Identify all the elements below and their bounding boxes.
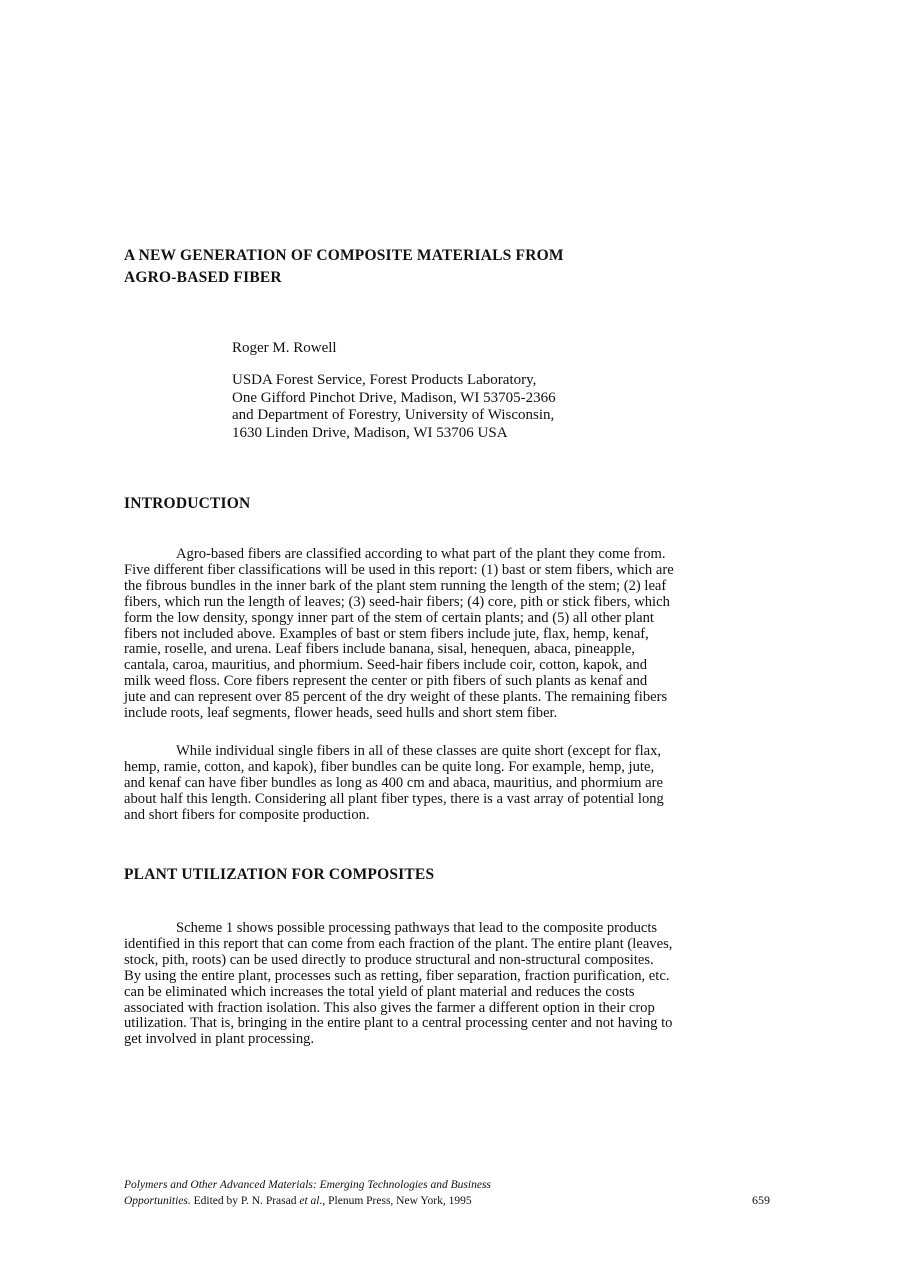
introduction-paragraph-2 [124,744,784,824]
affiliation-line: USDA Forest Service, Forest Products Laboratory, [232,372,537,388]
footer-line-2 [124,1194,491,1210]
text-line: fibers, which run the length of leaves; (3) seed-hair fibers; (4) core, pith or stick fibers, which [124,593,670,610]
book-title-part-1: Polymers and Other Advanced Materials: Emerging Technologies and Business [124,1179,491,1191]
text-line: include roots, leaf segments, flower heads, seed hulls and short stem fiber. [124,705,558,722]
plant-utilization-paragraph-1 [124,921,784,1048]
text-line: and short fibers for composite production. [124,806,370,823]
publisher: , Plenum Press, New York, 1995 [322,1194,472,1207]
paper-title [124,245,564,289]
text-line: identified in this report that can come from each fraction of the plant. The entire plant (leaves, [124,935,673,952]
book-title-part-2: Opportunities. [124,1194,191,1207]
text-line: hemp, ramie, cotton, and kapok), fiber bundles can be quite long. For example, hemp, jute, [124,758,655,775]
title-line-2: AGRO-BASED FIBER [124,269,282,286]
affiliation-line: One Gifford Pinchot Drive, Madison, WI 53705-2366 [232,389,556,406]
text-line: cantala, caroa, mauritius, and phormium. Seed-hair fibers include coir, cotton, kapok, and [124,657,647,674]
text-line: ramie, roselle, and urena. Leaf fibers include banana, sisal, henequen, abaca, pineapple, [124,641,635,658]
et-al: et al. [299,1194,323,1207]
section-heading-introduction: INTRODUCTION [124,495,251,512]
text-line: form the low density, spongy inner part of the stem of certain plants; and (5) all other plant [124,609,654,626]
text-line: can be eliminated which increases the total yield of plant material and reduces the costs [124,983,635,1000]
affiliation-line: 1630 Linden Drive, Madison, WI 53706 USA [232,424,508,441]
text-line: jute and can represent over 85 percent of the dry weight of these plants. The remaining fibers [124,689,668,706]
text-line: Scheme 1 shows possible processing pathways that lead to the composite products [176,920,658,936]
text-line: While individual single fibers in all of these classes are quite short (except for flax, [176,743,662,759]
text-line: the fibrous bundles in the inner bark of the plant stem running the length of the stem; (2) leaf [124,577,667,594]
author-affiliation [232,372,556,442]
title-line-1: A NEW GENERATION OF COMPOSITE MATERIALS FROM [124,247,564,264]
affiliation-line: and Department of Forestry, University of Wisconsin, [232,407,555,423]
text-line: fibers not included above. Examples of bast or stem fibers include jute, flax, hemp, kenaf, [124,625,649,642]
text-line: and kenaf can have fiber bundles as long as 400 cm and abaca, mauritius, and phormium are [124,774,663,791]
text-line: Agro-based fibers are classified according to what part of the plant they come from. [176,546,666,562]
text-line: get involved in plant processing. [124,1031,315,1048]
page-number: 659 [752,1193,770,1207]
publication-footer [124,1178,491,1209]
text-line: utilization. That is, bringing in the entire plant to a central processing center and not having to [124,1015,673,1032]
text-line: stock, pith, roots) can be used directly to produce structural and non-structural composites. [124,951,654,968]
text-line: milk weed floss. Core fibers represent the center or pith fibers of such plants as kenaf and [124,673,648,690]
text-line: Five different fiber classifications will be used in this report: (1) bast or stem fibers, which are [124,561,674,578]
footer-line-1 [124,1178,491,1194]
author-name: Roger M. Rowell [232,340,337,356]
introduction-paragraph-1 [124,547,784,722]
text-line: associated with fraction isolation. This also gives the farmer a different option in their crop [124,999,655,1016]
text-line: about half this length. Considering all plant fiber types, there is a vast array of potential long [124,790,664,807]
section-heading-plant-utilization: PLANT UTILIZATION FOR COMPOSITES [124,866,435,883]
text-line: By using the entire plant, processes such as retting, fiber separation, fraction purification, etc. [124,967,670,984]
edited-by: Edited by P. N. Prasad [190,1194,300,1207]
